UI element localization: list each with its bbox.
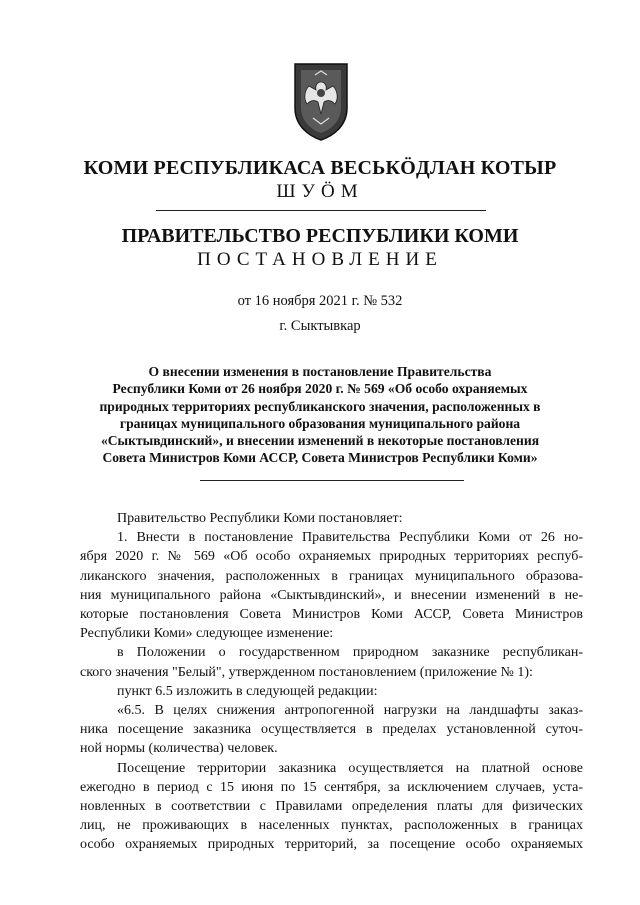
header-divider <box>156 210 486 211</box>
title-line: Республики Коми от 26 ноября 2020 г. № 569 «Об особо охраняемых <box>112 381 528 397</box>
body-line: ского значения "Белый", утвержденном постановлением (приложение № 1): <box>80 664 533 680</box>
body-line: «6.5. В целях снижения антропогенной нагрузки на ландшафты заказ- <box>117 703 583 719</box>
body-line: в Положении о государственном природном заказнике республикан- <box>117 645 583 661</box>
komi-header-title: КОМИ РЕСПУБЛИКАСА ВЕСЬКӦДЛАН КОТЫР <box>83 157 557 179</box>
city: г. Сыктывкар <box>279 318 361 334</box>
date-and-number: от 16 ноября 2021 г. № 532 <box>237 293 403 309</box>
coat-of-arms-emblem <box>291 60 351 142</box>
body-line: новленных в соответствии с Правилами определения платы для физических <box>80 799 583 815</box>
document-type: ПОСТАНОВЛЕНИЕ <box>197 249 443 270</box>
body-line: ежегодно в период с 15 июня по 15 сентября, за исключением случаев, уста- <box>80 779 583 795</box>
title-line: границах муниципального образования муниципального района <box>119 415 521 431</box>
title-divider <box>200 480 464 481</box>
title-line: О внесении изменения в постановление Правительства <box>148 364 492 379</box>
body-line: ликанского значения, расположенных в границах муниципального образова- <box>80 568 583 584</box>
body-line: лиц, не проживающих в населенных пунктах, расположенных в границах <box>80 818 583 834</box>
body-line: ника посещение заказника осуществляется в пределах установленной суточ- <box>80 722 583 738</box>
body-line: ния муниципального района «Сыктывдинский», и внесении изменений в не- <box>80 587 583 603</box>
body-line: Правительство Республики Коми постановляет: <box>117 511 403 526</box>
title-line: «Сыктывдинский», и внесении изменений в некоторые постановления <box>100 433 540 449</box>
body-line: Республики Коми» следующее изменение: <box>80 626 334 642</box>
body-text <box>80 509 583 855</box>
body-line: ной нормы (количества) человек. <box>80 741 278 757</box>
body-line: которые постановления Совета Министров Коми АССР, Совета Министров <box>80 607 583 623</box>
body-line: 1. Внести в постановление Правительства Республики Коми от 26 но- <box>117 530 583 546</box>
government-title: ПРАВИТЕЛЬСТВО РЕСПУБЛИКИ КОМИ <box>121 225 519 247</box>
body-line: особо охраняемых природных территорий, за посещение особо охраняемых <box>80 837 583 853</box>
body-line: ября 2020 г. № 569 «Об особо охраняемых природных территориях респуб- <box>80 549 583 565</box>
title-line: Совета Министров Коми АССР, Совета Министров Республики Коми» <box>102 450 538 466</box>
resolution-title <box>80 363 560 467</box>
komi-header-subtitle: ШУӦМ <box>276 181 364 202</box>
title-line: природных территориях республиканского значения, расположенных в <box>99 398 541 414</box>
body-line: Посещение территории заказника осуществляется на платной основе <box>117 760 583 776</box>
body-line: пункт 6.5 изложить в следующей редакции: <box>117 683 378 699</box>
